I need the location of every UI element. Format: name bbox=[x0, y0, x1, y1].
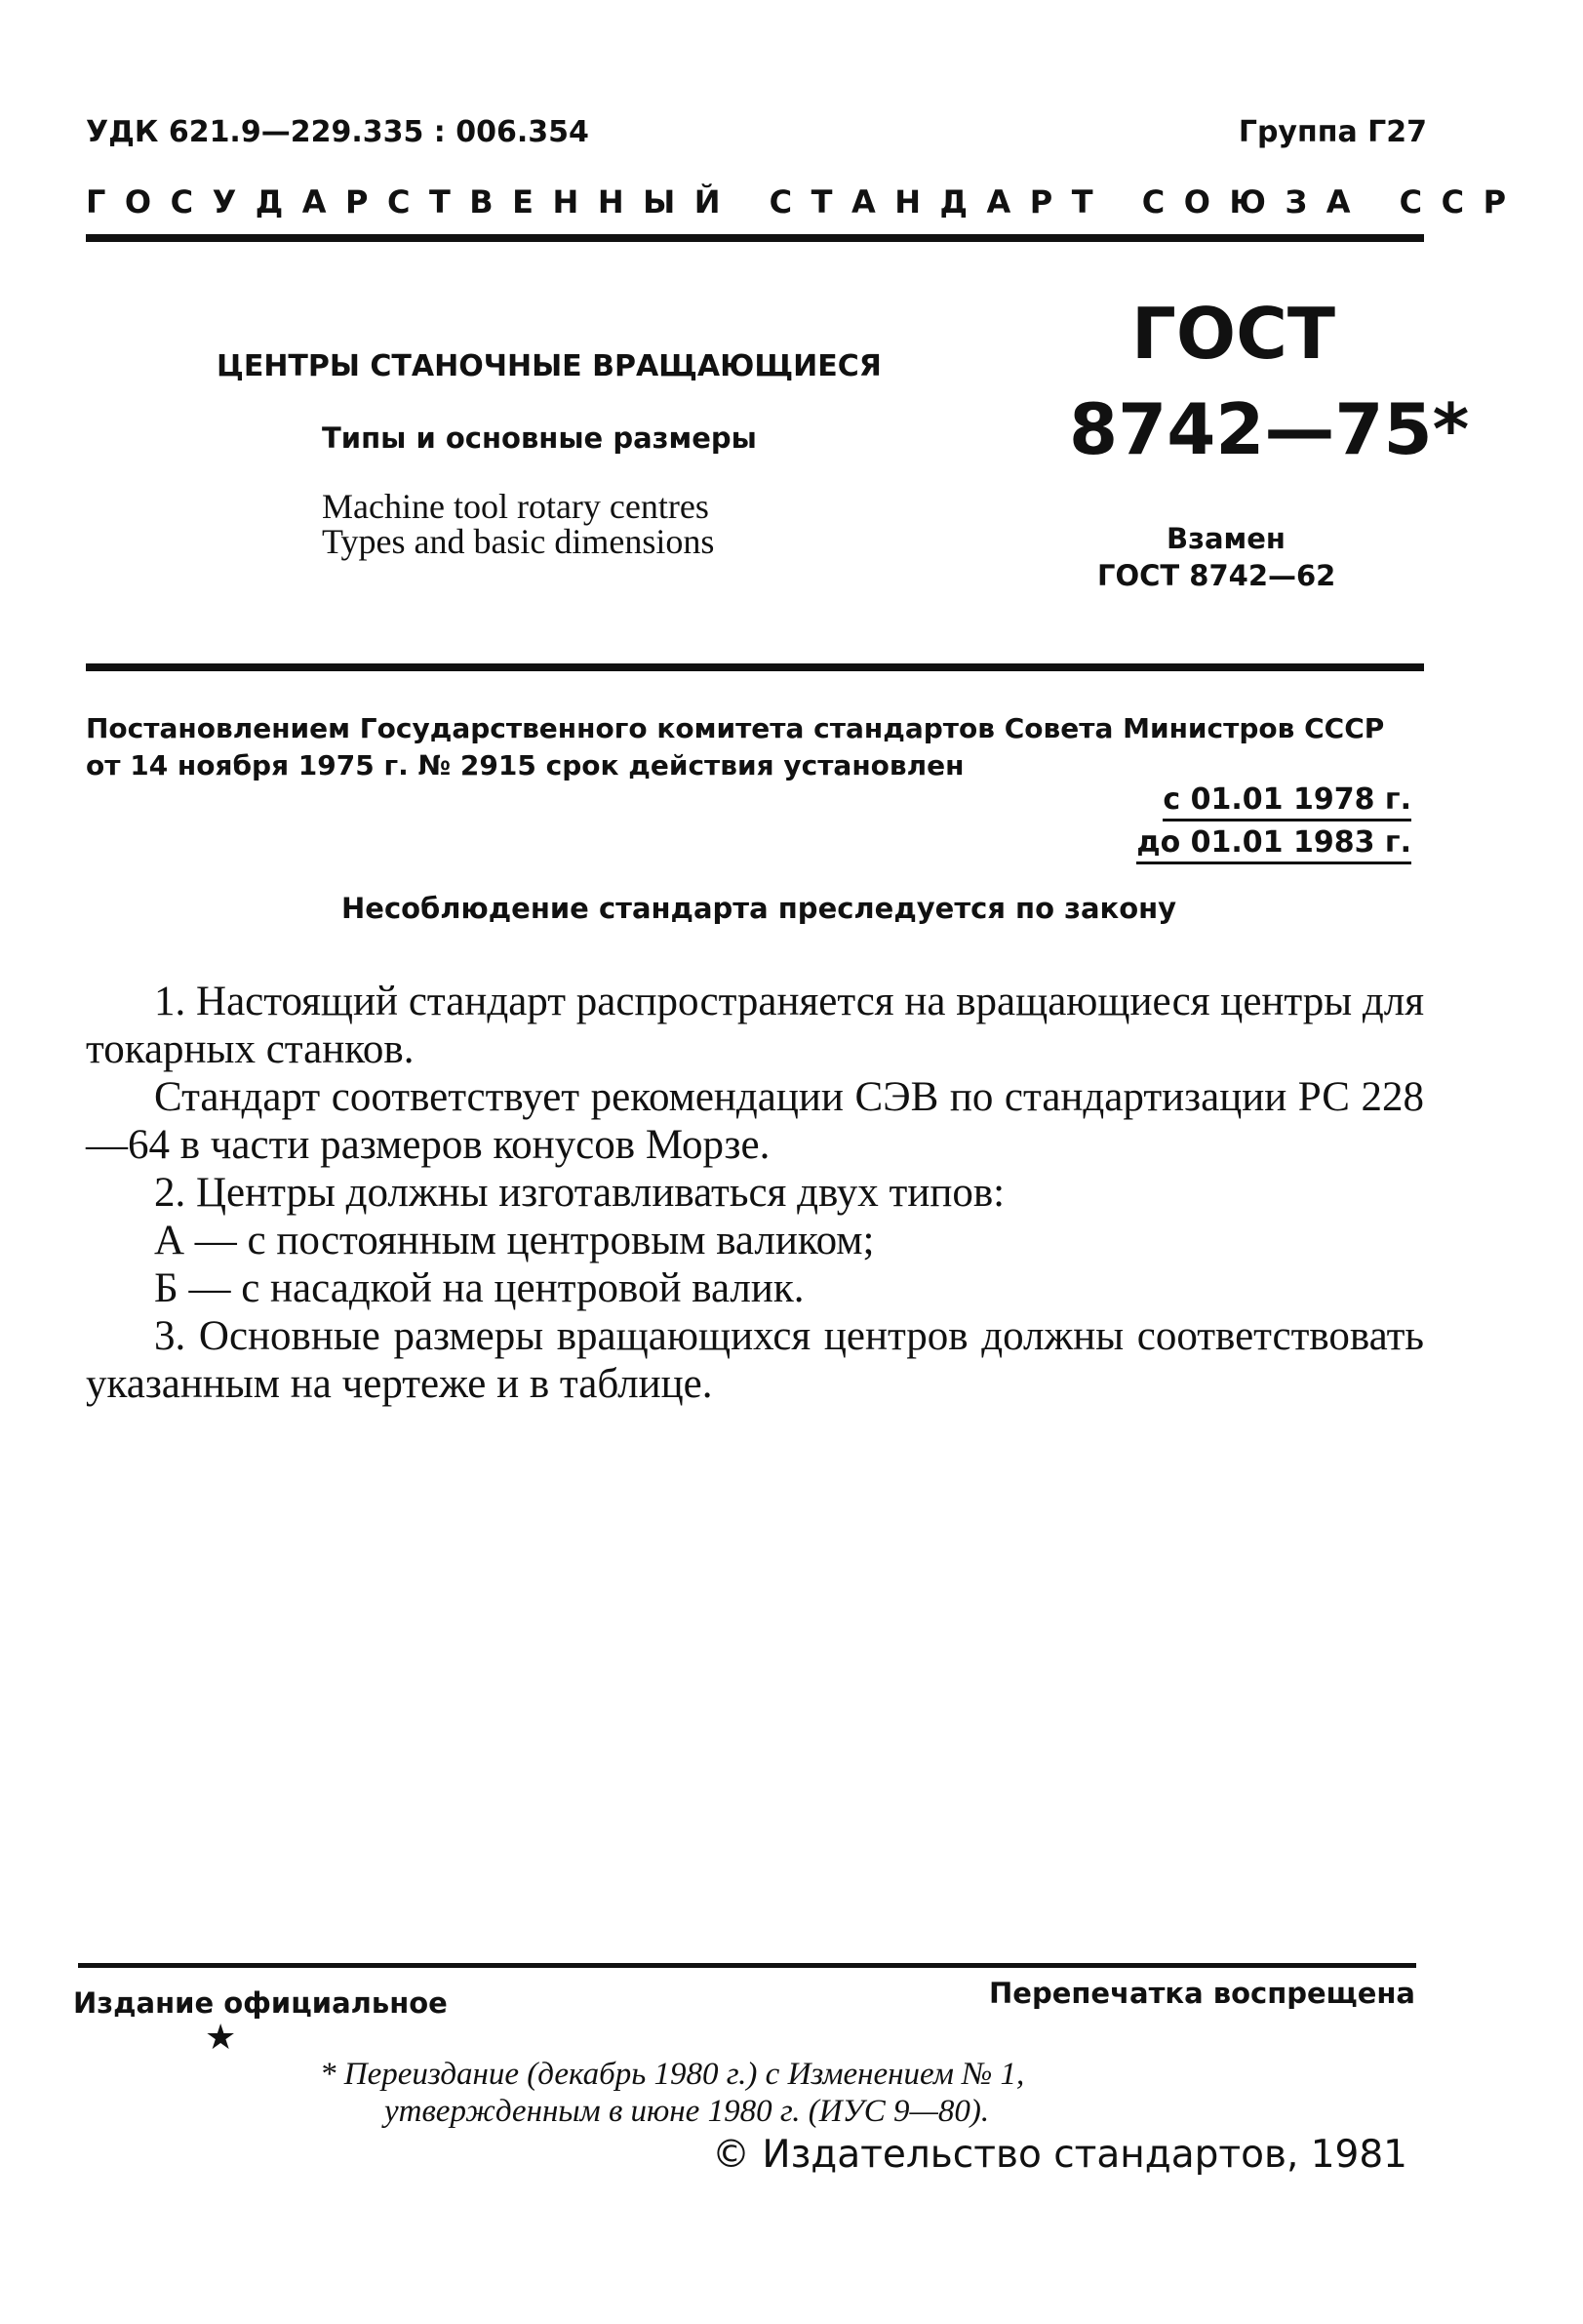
star-icon: ★ bbox=[205, 2018, 237, 2058]
document-title-ru: ЦЕНТРЫ СТАНОЧНЫЕ ВРАЩАЮЩИЕСЯ bbox=[217, 349, 882, 383]
document-title-en: Machine tool rotary centres bbox=[322, 487, 709, 526]
paragraph-types: 2. Центры должны изготавливаться двух типов: bbox=[154, 1170, 1006, 1216]
replaces-label: Взамен bbox=[1167, 522, 1286, 555]
reissue-note-line-2: утвержденным в июне 1980 г. (ИУС 9—80). bbox=[384, 2094, 990, 2129]
reissue-note-line-1: * Переиздание (декабрь 1980 г.) с Изменением № 1, bbox=[320, 2057, 1025, 2092]
valid-from-date: с 01.01 1978 г. bbox=[1163, 782, 1411, 821]
copyright: © Издательство стандартов, 1981 bbox=[712, 2133, 1407, 2177]
official-edition: Издание официальное bbox=[73, 1986, 448, 2020]
list-item-type-a: А — с постоянным центровым валиком; bbox=[154, 1218, 875, 1263]
gost-label: ГОСТ bbox=[1131, 293, 1336, 375]
group-code: Группа Г27 bbox=[1238, 115, 1427, 149]
udk-code: УДК 621.9—229.335 : 006.354 bbox=[86, 115, 589, 149]
list-item-type-b: Б — с насадкой на центровой валик. bbox=[154, 1265, 805, 1311]
decree-line-2: от 14 ноября 1975 г. № 2915 срок действия установлен bbox=[86, 749, 965, 781]
document-subtitle-ru: Типы и основные размеры bbox=[322, 421, 757, 455]
body-text bbox=[86, 978, 1424, 1408]
replaces-number: ГОСТ 8742—62 bbox=[1097, 559, 1336, 592]
legal-warning: Несоблюдение стандарта преследуется по закону bbox=[341, 892, 1177, 925]
footer-rule bbox=[78, 1963, 1416, 1968]
state-standard-banner: ГОСУДАРСТВЕННЫЙ СТАНДАРТ СОЮЗА ССР bbox=[86, 183, 1525, 220]
banner-rule bbox=[86, 234, 1424, 242]
paragraph-dimensions: 3. Основные размеры вращающихся центров должны соответствовать указанным на чертеже и в таблице. bbox=[86, 1313, 1424, 1407]
paragraph-conformity: Стандарт соответствует рекомендации СЭВ по стандартизации РС 228—64 в части размеров конусов Морзе. bbox=[86, 1074, 1424, 1168]
valid-to-date: до 01.01 1983 г. bbox=[1136, 825, 1411, 864]
reprint-prohibited: Перепечатка воспрещена bbox=[989, 1977, 1415, 2010]
paragraph-scope: 1. Настоящий стандарт распространяется на вращающиеся центры для токарных станков. bbox=[86, 979, 1424, 1072]
title-rule bbox=[86, 663, 1424, 671]
decree-line-1: Постановлением Государственного комитета стандартов Совета Министров СССР bbox=[86, 712, 1385, 744]
gost-number: 8742—75* bbox=[1069, 388, 1470, 470]
document-subtitle-en: Types and basic dimensions bbox=[322, 522, 715, 561]
